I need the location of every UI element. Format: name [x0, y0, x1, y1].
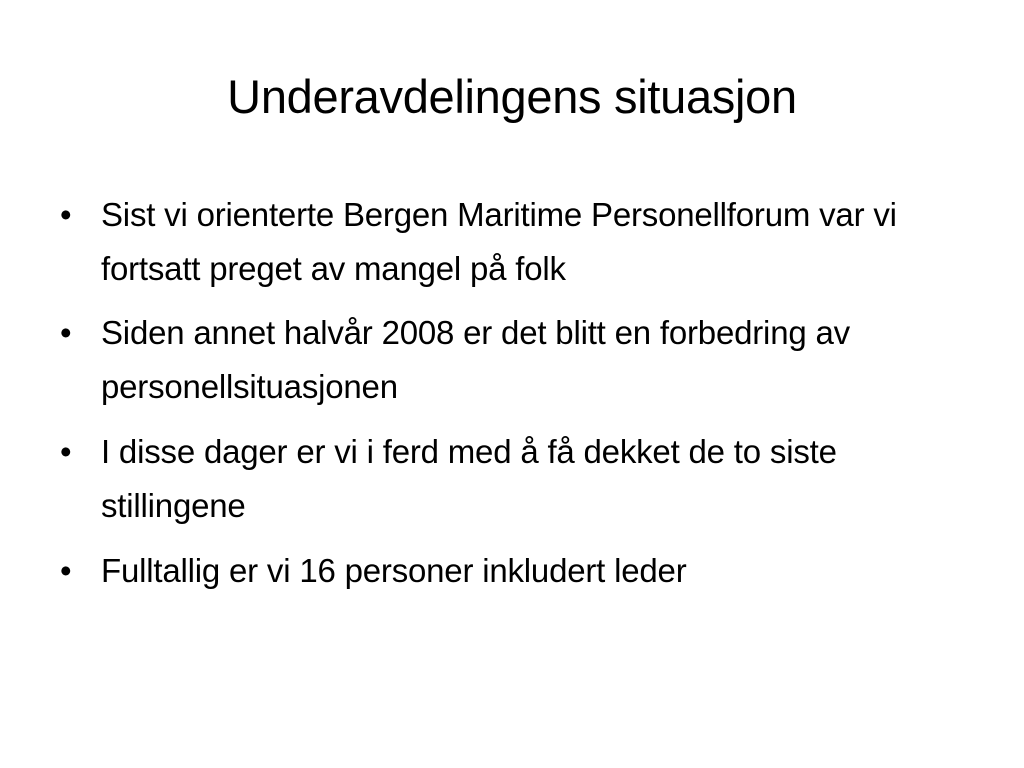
bullet-item-2 — [60, 306, 960, 414]
bullet-icon: • — [60, 196, 72, 233]
bullet-text: Siden annet halvår 2008 er det blitt en forbedring av personellsituasjonen — [101, 314, 850, 405]
bullet-item-1 — [60, 188, 960, 296]
bullet-icon: • — [60, 552, 72, 589]
bullet-text: Fulltallig er vi 16 personer inkludert leder — [101, 552, 687, 589]
bullet-icon: • — [60, 433, 72, 470]
slide-title: Underavdelingens situasjon — [227, 70, 797, 123]
bullet-item-4 — [60, 544, 960, 598]
bullet-list — [60, 188, 960, 608]
bullet-text: I disse dager er vi i ferd med å få dekket de to siste stillingene — [101, 433, 837, 524]
bullet-item-3 — [60, 425, 960, 533]
bullet-icon: • — [60, 314, 72, 351]
bullet-text: Sist vi orienterte Bergen Maritime Personellforum var vi fortsatt preget av mangel på folk — [101, 196, 897, 287]
